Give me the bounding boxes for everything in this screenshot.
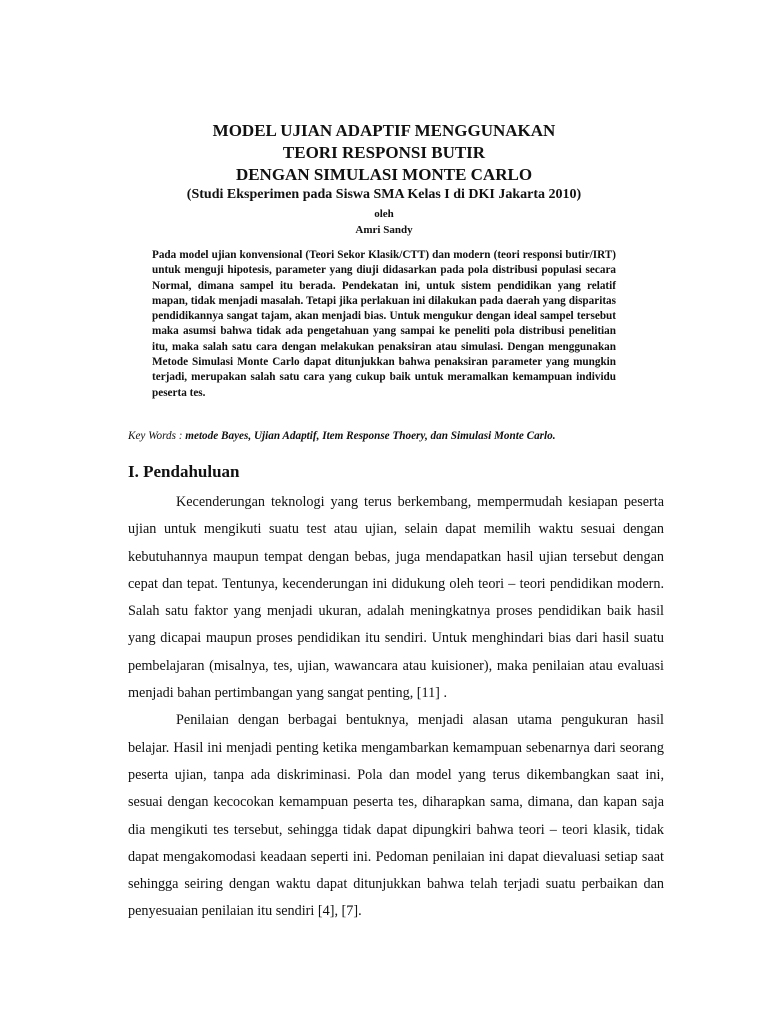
- keywords-text: metode Bayes, Ujian Adaptif, Item Response Thoery, dan Simulasi Monte Carlo.: [185, 430, 556, 442]
- paragraph: Kecenderungan teknologi yang terus berkembang, mempermudah kesiapan peserta ujian untuk mengikuti suatu test atau ujian, selain dapat memilih waktu sesuai dengan kebutuhannya maupun tempat dengan bebas, juga mendapatkan hasil ujian tersebut dengan cepat dan tepat. Tentunya, kecenderungan ini didukung oleh teori – teori pendidikan modern. Salah satu faktor yang menjadi ukuran, adalah meningkatnya proses pendidikan baik hasil yang dicapai maupun proses pendidikan itu sendiri. Untuk menghindari bias dari hasil suatu pembelajaran (misalnya, tes, ujian, wawancara atau kuisioner), maka penilaian atau evaluasi menjadi bahan pertimbangan yang sangat penting, [11] .: [128, 494, 664, 702]
- abstract: Pada model ujian konvensional (Teori Sekor Klasik/CTT) dan modern (teori responsi butir/IRT) untuk menguji hipotesis, parameter yang diuji didasarkan pada pola distribusi populasi secara Normal, dimana sampel itu berada. Pendekatan ini, untuk sistem pendidikan yang relatif mapan, tidak menjadi masalah. Tetapi jika perlakuan ini dilakukan pada daerah yang disparitas pendidikannya sangat tajam, akan menjadi bias. Untuk mengukur dengan ideal sampel tersebut maka asumsi bahwa tidak ada pengetahuan yang sampai ke peneliti pola distribusi penelitian itu, maka salah satu cara dengan melakukan penaksiran atau simulasi. Dengan menggunakan Metode Simulasi Monte Carlo dapat ditunjukkan bahwa penaksiran parameter yang mungkin terjadi, merupakan salah satu cara yang cukup baik untuk meramalkan kemampuan individu peserta tes.: [152, 249, 616, 399]
- title-line-2: TEORI RESPONSI BUTIR: [282, 143, 486, 162]
- section-heading: I. Pendahuluan: [128, 462, 240, 481]
- subtitle: (Studi Eksperimen pada Siswa SMA Kelas I di DKI Jakarta 2010): [186, 187, 582, 202]
- body-text: [128, 489, 664, 926]
- keywords: [128, 428, 648, 444]
- title-block: [0, 120, 768, 238]
- title-line-1: MODEL UJIAN ADAPTIF MENGGUNAKAN: [212, 121, 556, 140]
- author-name: Amri Sandy: [355, 224, 413, 236]
- title-line-3: DENGAN SIMULASI MONTE CARLO: [235, 165, 533, 184]
- byline-oleh: oleh: [374, 208, 394, 220]
- keywords-label: Key Words :: [128, 430, 183, 442]
- paragraph: Penilaian dengan berbagai bentuknya, menjadi alasan utama pengukuran hasil belajar. Hasil ini menjadi penting ketika mengambarkan kemampuan sebenarnya dari seorang peserta ujian, tanpa ada diskriminasi. Pola dan model yang terus dikembangkan saat ini, sesuai dengan kecocokan kemampuan peserta tes, diharapkan sama, dimana, dan kapan saja dia mengikuti tes tersebut, sehingga tidak dapat dipungkiri bahwa teori – teori klasik, tidak dapat mengakomodasi keadaan seperti ini. Pedoman penilaian ini dapat dievaluasi setiap saat sehingga seiring dengan waktu dapat ditunjukkan bahwa telah terjadi suatu perbaikan dan penyesuaian penilaian itu sendiri [4], [7].: [128, 712, 664, 920]
